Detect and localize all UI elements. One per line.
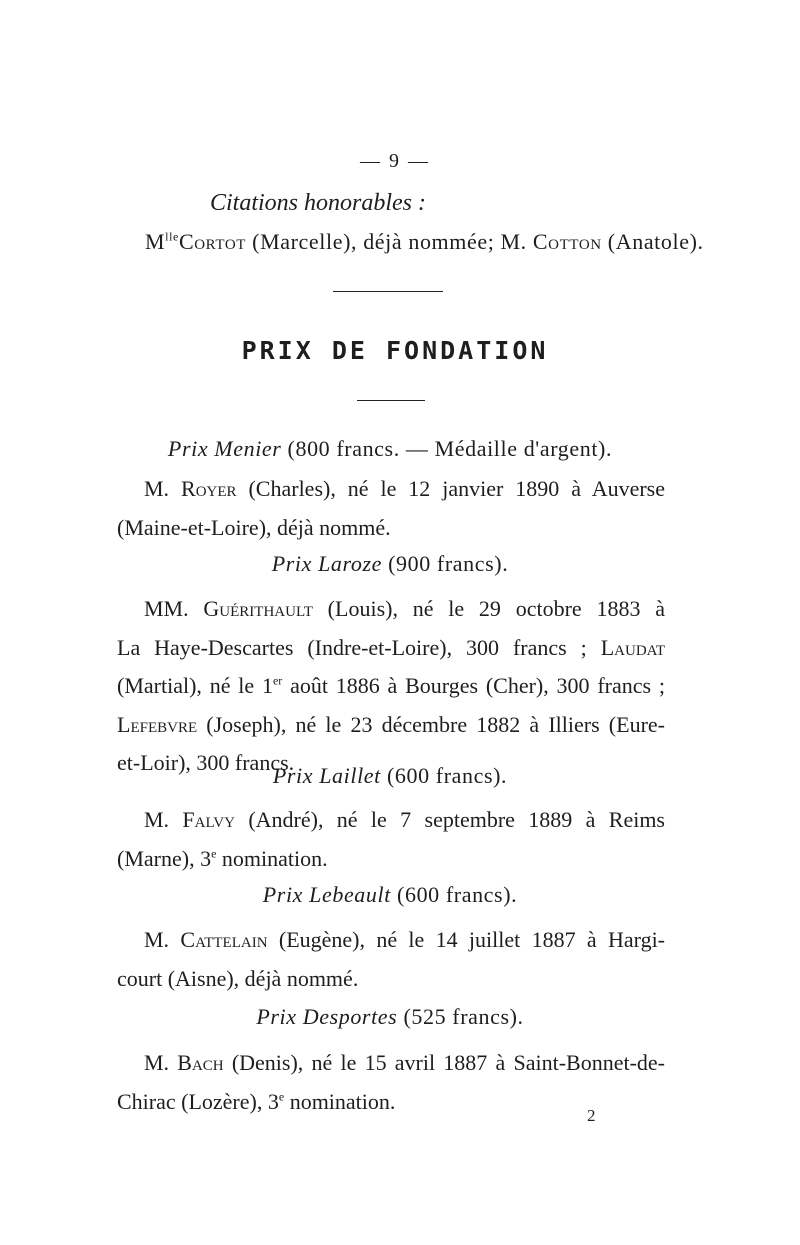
person-name: Cattelain [180, 927, 268, 952]
prize-paragraph-desportes: M. Bach (Denis), né le 15 avril 1887 à Saint-Bonnet-de- Chirac (Lozère), 3e nomination. [117, 1050, 666, 1114]
person-name: Cotton [532, 229, 602, 254]
citations-line: $M^{lle}Cortot$ (Marcelle), déjà nommée; M. Cotton (Anatole). [145, 229, 704, 254]
person-name: Falvy [182, 807, 235, 832]
section-title: PRIX DE FONDATION [241, 336, 549, 365]
person-name: Lefebvre [117, 711, 198, 737]
prize-heading-desportes: Prix Desportes (525 francs). [256, 1004, 524, 1029]
person-name: Bach [177, 1050, 224, 1075]
prize-heading-menier: Prix Menier (800 francs. — Médaille d'argent). [167, 436, 613, 461]
section-divider [357, 400, 425, 401]
prize-heading-laillet: Prix Laillet (600 francs). [272, 763, 508, 788]
citations-heading: Citations honorables : [210, 190, 427, 216]
person-name: Guérithault [203, 596, 313, 621]
prize-paragraph-menier: M. Royer (Charles), né le 12 janvier 1890 à Auverse (Maine-et-Loire), déjà nommé. [117, 476, 666, 540]
prize-heading-laroze: Prix Laroze (900 francs). [271, 551, 509, 576]
prize-heading-lebeault: Prix Lebeault (600 francs). [262, 882, 518, 907]
person-name: Laudat [600, 634, 665, 660]
person-name: Royer [181, 476, 237, 501]
prize-paragraph-laillet: M. Falvy (André), né le 7 septembre 1889 à Reims (Marne), 3e nomination. [117, 807, 665, 871]
prize-paragraph-laroze: MM. Guérithault (Louis), né le 29 octobre 1883 à La Haye-Descartes (Indre-et-Loire), 300 francs ; Laudat (Martial), né le 1er août 1886 à Bourges (Cher), 300 francs ; Lefebvre (Joseph), né le 23 décembre 1882 à Illiers (Eure- et-Loir), 300 francs. [117, 596, 665, 775]
person-name: Cortot [178, 229, 247, 254]
section-divider [333, 291, 443, 292]
signature-mark: 2 [587, 1106, 596, 1125]
prize-paragraph-lebeault: M. Cattelain (Eugène), né le 14 juillet 1887 à Hargi- court (Aisne), déjà nommé. [117, 927, 666, 991]
page-number: — 9 — [360, 150, 430, 172]
